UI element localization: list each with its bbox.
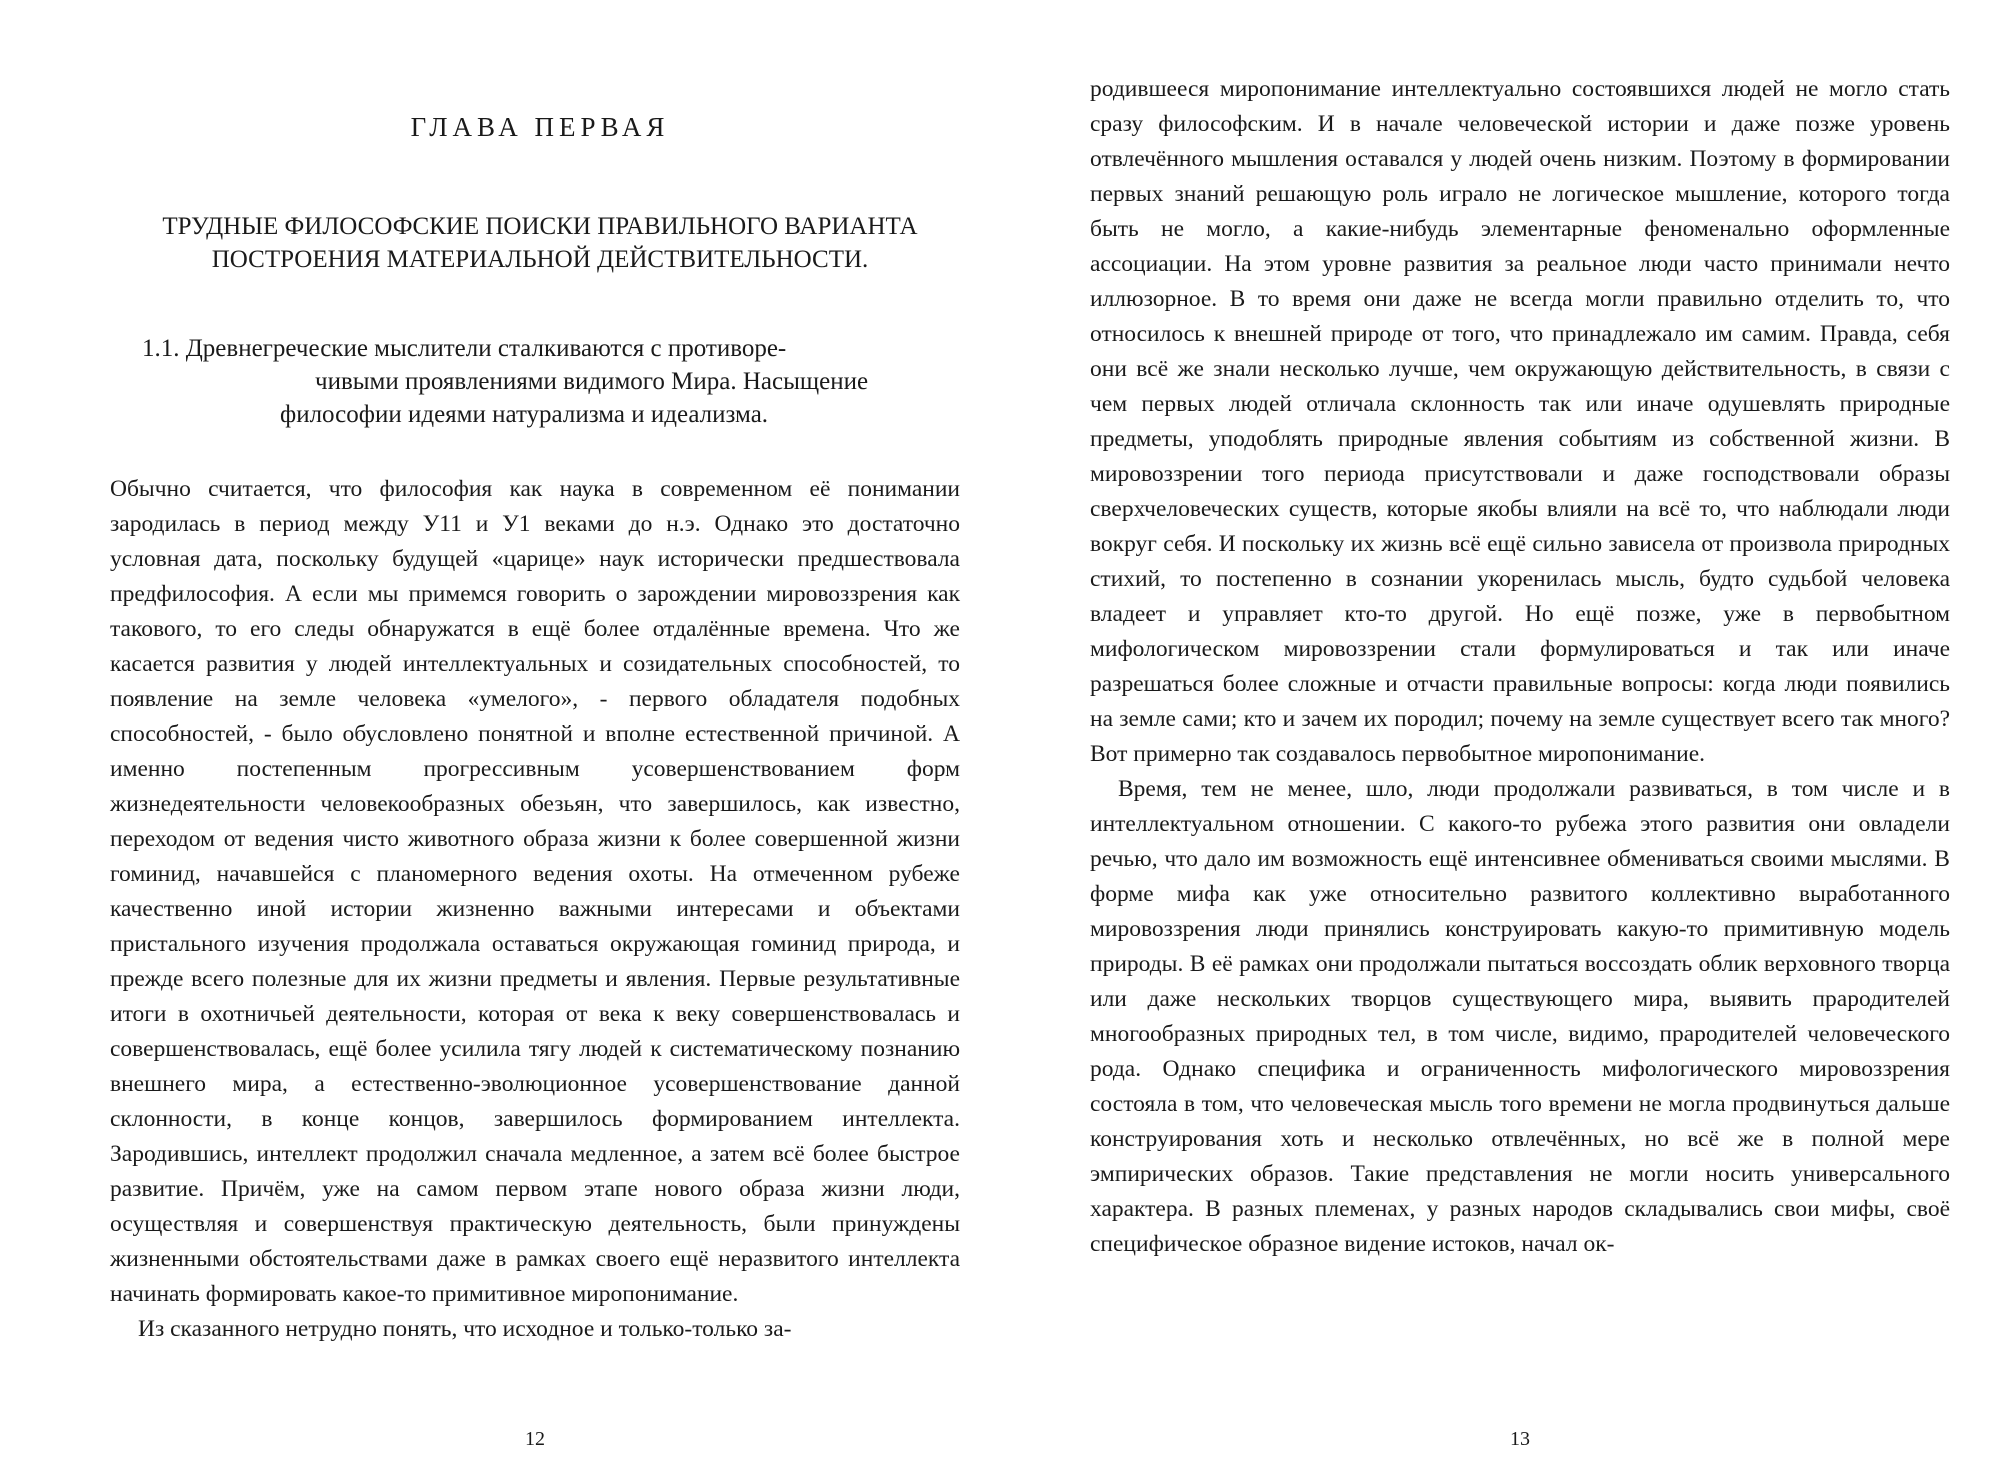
- page-number: 12: [525, 1428, 545, 1450]
- section-title-line: 1.1. Древнегреческие мыслители сталкиваются с противоре-: [142, 335, 787, 362]
- paragraph: Обычно считается, что философия как наука в современном её понимании зародилась в период между У11 и У1 веками до н.э. Однако это достаточно условная дата, поскольку будущей «царице» наук исторически предшествовала предфилософия. А если мы примемся говорить о зарождении мировоззрения как такового, то его следы обнаружатся в ещё более отдалённые времена. Что же касается развития у людей интеллектуальных и созидательных способностей, то появление на земле человека «умелого», - первого обладателя подобных способностей, - было обусловлено понятной и вполне естественной причиной. А именно постепенным прогрессивным усовершенствованием форм жизнедеятельности человекообразных обезьян, что завершилось, как известно, переходом от ведения чисто животного образа жизни к более совершенной жизни гоминид, начавшейся с планомерного ведения охоты. На отмеченном рубеже качественно иной истории жизненно важными интересами и объектами пристального изучения продолжала оставаться окружающая гоминид природа, и прежде всего полезные для их жизни предметы и явления. Первые результативные итоги в охотничьей деятельности, которая от века к веку совершенствовалась и совершенствовалась, ещё более усилила тягу людей к систематическому познанию внешнего мира, а естественно-эволюционное усовершенствование данной склонности, в конце концов, завершилось формированием интеллекта. Зародившись, интеллект продолжил сначала медленное, а затем всё более быстрое развитие. Причём, уже на самом первом этапе нового образа жизни люди, осуществляя и совершенствуя практическую деятельность, были принуждены жизненными обстоятельствами даже в рамках своего ещё неразвитого интеллекта начинать формировать какое-то примитивное миропонимание.: [110, 476, 960, 1307]
- chapter-title: ТРУДНЫЕ ФИЛОСОФСКИЕ ПОИСКИ ПРАВИЛЬНОГО ВАРИАНТА ПОСТРОЕНИЯ МАТЕРИАЛЬНОЙ ДЕЙСТВИТЕЛЬНОСТИ.: [162, 213, 918, 273]
- section-title-line: чивыми проявлениями видимого Мира. Насыщение: [315, 368, 869, 395]
- right-body-text: [1090, 72, 1950, 1262]
- section-title: [110, 332, 970, 431]
- paragraph: Из сказанного нетрудно понять, что исходное и только-только за-: [138, 1316, 792, 1342]
- paragraph: Время, тем не менее, шло, люди продолжали развиваться, в том числе и в интеллектуальном отношении. С какого-то рубежа этого развития они овладели речью, что дало им возможность ещё интенсивнее обмениваться своими мыслями. В форме мифа как уже относительно развитого коллективно выработанного мировоззрения люди принялись конструировать какую-то примитивную модель природы. В её рамках они продолжали пытаться воссоздать облик верховного творца или даже нескольких творцов существующего мира, выявить прародителей многообразных природных тел, в том числе, видимо, прародителей человеческого рода. Однако специфика и ограниченность мифологического мировоззрения состояла в том, что человеческая мысль того времени не могла продвинуться дальше конструирования хоть и несколько отвлечённых, но всё же в полной мере эмпирических образов. Такие представления не могли носить универсального характера. В разных племенах, у разных народов складывались свои мифы, своё специфическое образное видение истоков, начал ок-: [1090, 776, 1950, 1257]
- right-page: [1000, 0, 2000, 1468]
- left-body-text: [110, 472, 960, 1347]
- chapter-label: ГЛАВА ПЕРВАЯ: [410, 112, 670, 142]
- paragraph: родившееся миропонимание интеллектуально состоявшихся людей не могло стать сразу философским. И в начале человеческой истории и даже позже уровень отвлечённого мышления оставался у людей очень низким. Поэтому в формировании первых знаний решающую роль играло не логическое мышление, которого тогда быть не могло, а какие-нибудь элементарные феноменально оформленные ассоциации. На этом уровне развития за реальное люди часто принимали нечто иллюзорное. В то время они даже не всегда могли правильно отделить то, что относилось к внешней природе от того, что принадлежало им самим. Правда, себя они всё же знали несколько лучше, чем окружающую действительность, в связи с чем первых людей отличала склонность так или иначе одушевлять природные предметы, уподоблять природные явления событиям из собственной жизни. В мировоззрении того периода присутствовали и даже господствовали образы сверхчеловеческих существ, которые якобы влияли на всё то, что наблюдали люди вокруг себя. И поскольку их жизнь всё ещё сильно зависела от произвола природных стихий, то постепенно в сознании укоренилась мысль, будто судьбой человека владеет и управляет кто-то другой. Но ещё позже, уже в первобытном мифологическом мировоззрении стали формулироваться и так или иначе разрешаться более сложные и отчасти правильные вопросы: когда люди появились на земле сами; кто и зачем их породил; почему на земле существует всего так много? Вот примерно так создавалось первобытное миропонимание.: [1090, 76, 1950, 767]
- section-title-line: философии идеями натурализма и идеализма.: [280, 401, 769, 428]
- page-number: 13: [1510, 1428, 1530, 1450]
